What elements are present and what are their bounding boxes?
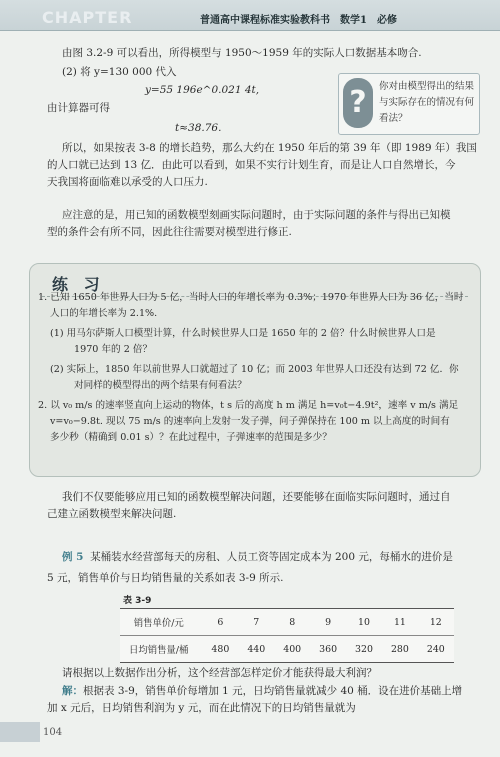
table-cell: 11 <box>382 609 418 636</box>
book-title: 普通高中课程标准实验教科书 数学1 必修 <box>200 15 397 26</box>
table-caption: 表 3-9 <box>123 596 152 606</box>
table-cell: 280 <box>390 643 409 655</box>
paragraph-6-line-1: 我们不仅要能够应用已知的函数模型解决问题，还要能够在面临实际问题时，通过自 <box>62 491 451 503</box>
exercise-line: (2) 实际上，1850 年以前世界人口就超过了 10 亿；而 2003 年世界人口还没有达到 72 亿．你 <box>50 364 459 375</box>
row-header: 日均销售量/桶 <box>129 645 189 656</box>
sidenote-box <box>338 73 480 135</box>
table-row <box>120 636 454 663</box>
exercise-line: 1970 年的 2 倍？ <box>74 344 153 355</box>
paragraph-1: 由图 3.2-9 可以看出，所得模型与 1950～1959 年的实际人口数据基本吻合. <box>62 47 422 59</box>
paragraph-3: 由计算器可得 <box>47 102 110 114</box>
sidenote-text: 你对由模型得出的结果与实际存在的情况有何看法？ <box>379 81 475 124</box>
data-table <box>120 608 454 663</box>
table-cell: 400 <box>283 643 302 655</box>
exercise-line: (1) 用马尔萨斯人口模型计算，什么时候世界人口是 1650 年的 2 倍？什么时候世界人口是 <box>50 328 436 339</box>
formula-2: t≈38.76. <box>175 122 222 134</box>
table-cell: 12 <box>418 609 454 636</box>
table-cell: 9 <box>310 609 346 636</box>
exercise-line: 人口的年增长率为 2.1%. <box>50 308 158 319</box>
solution-line-1 <box>62 683 462 699</box>
page-number: 104 <box>43 727 63 738</box>
exercise-heading: 练 习 <box>52 275 105 294</box>
exercise-line: 多少秒（精确到 0.01 s）？在此过程中，子弹速率的范围是多少？ <box>50 432 332 443</box>
table-cell: 440 <box>247 643 266 655</box>
chapter-label: CHAPTER <box>42 8 133 27</box>
exercise-box <box>29 263 481 477</box>
solution-text: 根据表 3-9，销售单价每增加 1 元，日均销售量就减少 40 桶．设在进价基础上增 <box>83 685 463 697</box>
exercise-line: 1. 已知 1650 年世界人口为 5 亿，当时人口的年增长率为 0.3%；1970 年世界人口为 36 亿，当时 <box>38 292 464 303</box>
paragraph-4-line-1: 所以，如果按表 3-8 的增长趋势，那么大约在 1950 年后的第 39 年（即 1989 年）我国 <box>62 142 477 154</box>
example-label: 例 5 <box>62 551 84 563</box>
question-mark-icon: ? <box>343 78 373 128</box>
paragraph-5-line-2: 型的条件会有所不同，因此往往需要对模型进行修正. <box>47 226 292 238</box>
exercise-line: v=v₀−9.8t. 现以 75 m/s 的速率向上发射一发子弹，问子弹保持在 100 m 以上高度的时间有 <box>50 416 450 427</box>
solution-line-2: 加 x 元后，日均销售利润为 y 元，而在此情况下的日均销售量就为 <box>47 702 356 714</box>
table-cell: 6 <box>202 609 238 636</box>
example-line-1 <box>62 549 453 565</box>
paragraph-4-line-2: 的人口就已达到 13 亿．由此可以看到，如果不实行计划生育，而是让人口自然增长，今 <box>47 159 456 171</box>
paragraph-5-line-1: 应注意的是，用已知的函数模型刻画实际问题时，由于实际问题的条件与得出已知模 <box>62 209 451 221</box>
footer-bar <box>0 722 40 742</box>
table-cell: 7 <box>238 609 274 636</box>
table-cell: 10 <box>346 609 382 636</box>
table-cell: 480 <box>211 643 230 655</box>
paragraph-6-line-2: 己建立函数模型来解决问题. <box>47 508 177 520</box>
table-cell: 240 <box>426 643 445 655</box>
paragraph-2: (2) 将 y=130 000 代入 <box>62 66 177 78</box>
exercise-line: 对同样的模型得出的两个结果有何看法？ <box>74 380 247 391</box>
table-cell: 360 <box>319 643 338 655</box>
table-row <box>120 609 454 636</box>
row-header: 销售单价/元 <box>120 609 202 636</box>
example-text: 某桶装水经营部每天的房租、人员工资等固定成本为 200 元，每桶水的进价是 <box>90 551 453 563</box>
table-cell: 320 <box>355 643 373 655</box>
solution-label: 解： <box>62 685 83 697</box>
table-cell: 8 <box>274 609 310 636</box>
page-header <box>0 0 500 31</box>
example-line-2: 5 元，销售单价与日均销售量的关系如表 3-9 所示. <box>47 572 284 584</box>
question-line: 请根据以上数据作出分析，这个经营部怎样定价才能获得最大利润？ <box>62 667 377 679</box>
formula-1: y=55 196e^0.021 4t, <box>145 84 260 96</box>
exercise-line: 2. 以 v₀ m/s 的速率竖直向上运动的物体，t s 后的高度 h m 满足 h=v₀t−4.9t²，速率 v m/s 满足 <box>38 400 459 411</box>
paragraph-4-line-3: 天我国将面临难以承受的人口压力. <box>47 176 208 188</box>
